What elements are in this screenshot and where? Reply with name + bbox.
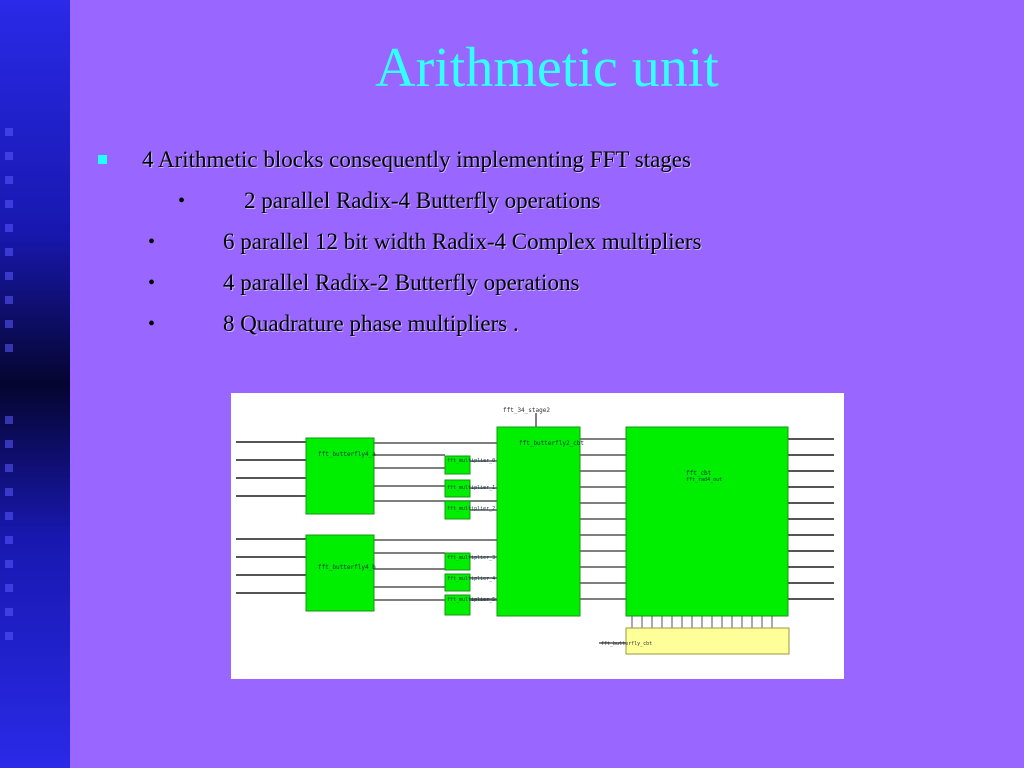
square-bullet-icon (98, 155, 107, 164)
output-stage-block (626, 427, 788, 616)
block-label: fft_butterfly4_b (318, 564, 376, 571)
stage2-wires (580, 439, 626, 599)
register-label: fft_butterfly_cbt (601, 641, 653, 647)
sub-bullet-text: 6 parallel 12 bit width Radix-4 Complex multipliers (223, 229, 702, 254)
sub-bullet-text: 8 Quadrature phase multipliers . (223, 311, 519, 336)
block-label: fft_multiplier_0 (447, 458, 496, 464)
sub-bullet-text: 2 parallel Radix-4 Butterfly operations (244, 188, 601, 213)
register-ticks (632, 616, 772, 628)
block-sublabel: fft_rad4_out (686, 477, 723, 483)
block-label: fft_multiplier_5 (447, 597, 496, 603)
round-bullet-icon: • (178, 190, 186, 212)
butterfly-stage2-block (497, 427, 580, 616)
sidebar-decoration (0, 0, 70, 768)
arithmetic-unit-schematic (231, 393, 844, 679)
output-wires (788, 439, 834, 599)
butterfly-block-a (306, 438, 374, 514)
top-signal-label: fft_34_stage2 (503, 407, 550, 414)
schematic-svg (231, 393, 844, 679)
round-bullet-icon: • (148, 272, 156, 294)
slide-title: Arithmetic unit (375, 37, 719, 99)
round-bullet-icon: • (148, 313, 156, 335)
block-label: fft_multiplier_2 (447, 506, 496, 512)
block-label: fft_multiplier_3 (447, 555, 496, 561)
sub-bullet-text: 4 parallel Radix-2 Butterfly operations (223, 270, 580, 295)
butterfly-block-b (306, 535, 374, 611)
block-label: fft_cbt (686, 470, 712, 477)
block-label: fft_butterfly2_cbt (519, 440, 585, 447)
block-label: fft_multiplier_1 (447, 485, 496, 491)
bullet-text: 4 Arithmetic blocks consequently implementing FFT stages (142, 147, 691, 172)
block-label: fft_butterfly4_a (318, 451, 376, 458)
block-label: fft_multiplier_4 (447, 576, 496, 582)
input-wires (236, 442, 306, 593)
round-bullet-icon: • (148, 231, 156, 253)
